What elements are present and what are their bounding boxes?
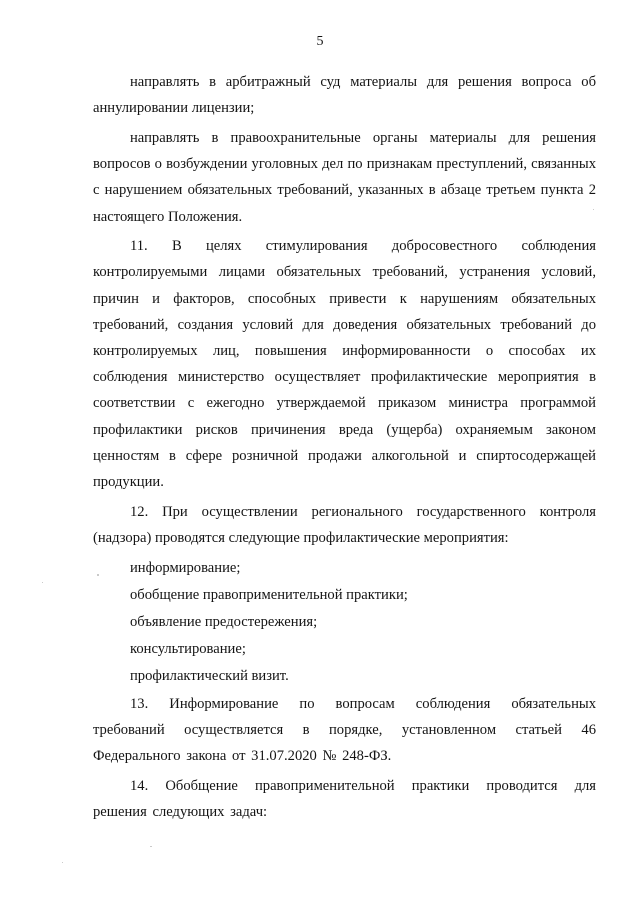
paragraph-item-13: 13. Информирование по вопросам соблюдения обязательных требований осуществляется в порядке, установленном статьей 46 Федерального закона от 31.07.2020 № 248-ФЗ. <box>93 695 596 765</box>
paragraph-item-14: 14. Обобщение правоприменительной практики проводится для решения следующих задач: <box>93 777 596 820</box>
list-item-practice-generalization: обобщение правоприменительной практики; <box>130 586 408 603</box>
scan-speck <box>97 574 99 576</box>
paragraph-law-enforcement: направлять в правоохранительные органы материалы для решения вопросов о возбуждении уголовных дел по признакам преступлений, связанных с нарушением обязательных требований, указанных в абзаце третьем пункта 2 настоящего Положения. <box>93 129 596 225</box>
paragraph-arbitration-court: направлять в арбитражный суд материалы для решения вопроса об аннулировании лицензии; <box>93 74 596 117</box>
document-body <box>93 69 596 829</box>
page-number: 5 <box>316 34 324 49</box>
paragraph-item-11: 11. В целях стимулирования добросовестного соблюдения контролируемыми лицами обязательных требований, устранения условий, причин и факторов, способных привести к нарушениям обязательных требований, создания условий для доведения обязательных требований до контролируемых лиц, повышения информированности о способах их соблюдения министерство осуществляет профилактические мероприятия в соответствии с ежегодно утверждаемой приказом министра программой профилактики рисков причинения вреда (ущерба) охраняемым законом ценностям в сфере розничной продажи алкогольной и спиртосодержащей продукции. <box>93 238 596 491</box>
paragraph-item-12: 12. При осуществлении регионального государственного контроля (надзора) проводятся следующие профилактические мероприятия: <box>93 503 596 546</box>
list-item-preventive-visit: профилактический визит. <box>130 668 289 685</box>
list-item-warning-announcement: объявление предостережения; <box>130 614 318 631</box>
scan-speck <box>593 209 594 210</box>
list-item-informing: информирование; <box>130 559 241 576</box>
list-item-consulting: консультирование; <box>130 641 246 658</box>
scan-speck <box>62 862 63 863</box>
scan-speck <box>42 582 43 583</box>
scan-speck <box>150 846 152 847</box>
